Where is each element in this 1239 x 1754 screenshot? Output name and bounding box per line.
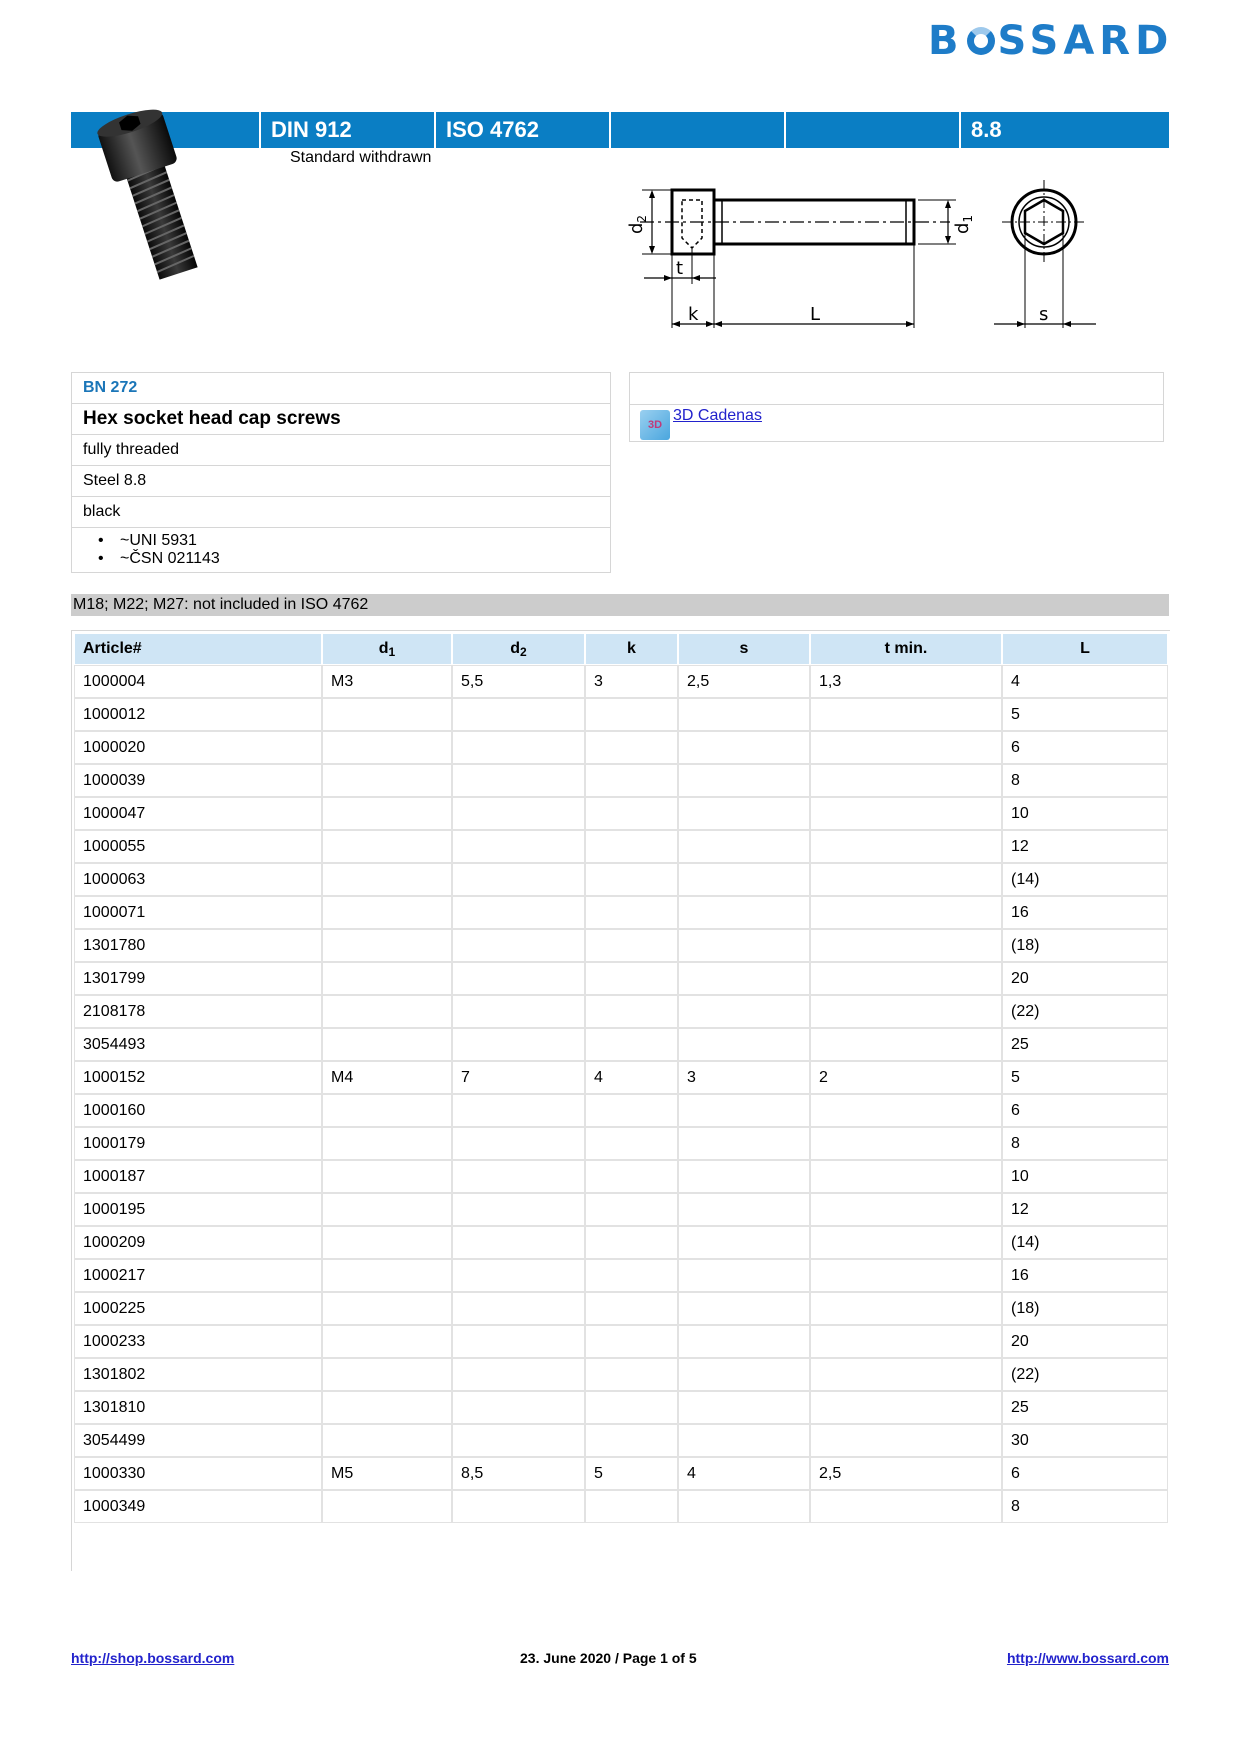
table-cell [323, 1260, 451, 1291]
table-cell [323, 831, 451, 862]
table-cell [586, 732, 677, 763]
table-cell [453, 1491, 584, 1522]
column-header [323, 634, 451, 664]
table-cell: 1000225 [75, 1293, 321, 1324]
table-cell [811, 1425, 1001, 1456]
table-cell: 1000020 [75, 732, 321, 763]
table-row [75, 1161, 1167, 1192]
table-cell [679, 831, 809, 862]
table-cell: (14) [1003, 864, 1167, 895]
table-cell [679, 1359, 809, 1390]
table-cell [453, 1161, 584, 1192]
table-cell: 1000012 [75, 699, 321, 730]
table-row [75, 1326, 1167, 1357]
table-cell: 1,3 [811, 666, 1001, 697]
table-cell [679, 1260, 809, 1291]
table-cell: 1000195 [75, 1194, 321, 1225]
product-threading: fully threaded [72, 435, 610, 466]
label-d2-sub: 2 [635, 214, 649, 223]
table-cell: 5,5 [453, 666, 584, 697]
table-cell [679, 765, 809, 796]
table-cell: 1000160 [75, 1095, 321, 1126]
table-cell: 1000330 [75, 1458, 321, 1489]
footer-page-info: 23. June 2020 / Page 1 of 5 [520, 1650, 697, 1666]
column-header-label: s [739, 640, 749, 657]
column-header-subscript: 1 [388, 644, 396, 659]
column-header-label: d [378, 639, 389, 657]
table-cell [586, 897, 677, 928]
table-cell: M5 [323, 1458, 451, 1489]
label-t: t [676, 258, 684, 279]
label-d1: d [952, 222, 973, 234]
table-cell [323, 864, 451, 895]
table-cell: 20 [1003, 963, 1167, 994]
table-cell [453, 1392, 584, 1423]
table-cell: 4 [586, 1062, 677, 1093]
header-cell-iso: ISO 4762 [434, 112, 609, 148]
table-cell [811, 1194, 1001, 1225]
table-cell [586, 765, 677, 796]
table-cell [811, 1392, 1001, 1423]
table-cell [679, 1326, 809, 1357]
table-row [75, 798, 1167, 829]
table-cell [323, 1227, 451, 1258]
label-L: L [810, 304, 821, 325]
table-cell [453, 732, 584, 763]
table-cell: 5 [1003, 1062, 1167, 1093]
table-cell [679, 897, 809, 928]
norm-item: • ~UNI 5931 [120, 532, 599, 550]
table-cell: 1000071 [75, 897, 321, 928]
column-header [453, 634, 584, 664]
table-cell [586, 996, 677, 1027]
label-d1-sub: 1 [961, 214, 975, 223]
table-cell [679, 996, 809, 1027]
table-cell [323, 1095, 451, 1126]
table-cell: 8 [1003, 765, 1167, 796]
table-cell: 4 [679, 1458, 809, 1489]
table-cell: 6 [1003, 1095, 1167, 1126]
table-cell: 1000047 [75, 798, 321, 829]
table-cell [323, 1326, 451, 1357]
table-cell: 5 [586, 1458, 677, 1489]
table-cell [453, 996, 584, 1027]
table-cell [811, 831, 1001, 862]
table-cell: M4 [323, 1062, 451, 1093]
bossard-logo [928, 18, 1173, 64]
table-cell: 10 [1003, 1161, 1167, 1192]
svg-text:d1 [952, 215, 975, 234]
table-cell [811, 897, 1001, 928]
table-cell [453, 1326, 584, 1357]
table-cell [323, 1029, 451, 1060]
column-header-label: d [510, 639, 521, 657]
table-cell [323, 1128, 451, 1159]
table-cell: 6 [1003, 732, 1167, 763]
table-cell [679, 864, 809, 895]
table-cell [586, 1425, 677, 1456]
column-header-subscript: 2 [520, 644, 527, 659]
table-cell [811, 732, 1001, 763]
table-cell [323, 1359, 451, 1390]
table-cell: 1000055 [75, 831, 321, 862]
table-row [75, 1128, 1167, 1159]
column-header [1003, 634, 1167, 664]
product-norms [72, 528, 610, 572]
table-cell [679, 1095, 809, 1126]
table-cell: 6 [1003, 1458, 1167, 1489]
table-row [75, 732, 1167, 763]
table-cell [323, 1194, 451, 1225]
table-cell: 3 [586, 666, 677, 697]
footer-right [1007, 1650, 1169, 1666]
table-row [75, 930, 1167, 961]
table-row [75, 1227, 1167, 1258]
table-cell [679, 1029, 809, 1060]
table-cell: 1000039 [75, 765, 321, 796]
table-cell [586, 1491, 677, 1522]
label-s: s [1039, 304, 1049, 325]
table-row [75, 1491, 1167, 1522]
product-material: Steel 8.8 [72, 466, 610, 497]
table-cell [586, 1029, 677, 1060]
header-cell-grade: 8.8 [959, 112, 1169, 148]
screw-photo [92, 108, 222, 288]
table-cell: (22) [1003, 1359, 1167, 1390]
table-cell: 1000233 [75, 1326, 321, 1357]
table-cell [679, 1128, 809, 1159]
table-row [75, 864, 1167, 895]
logo-text-end: SSARD [997, 18, 1174, 64]
table-cell [453, 1260, 584, 1291]
table-cell [586, 1359, 677, 1390]
product-title: Hex socket head cap screws [72, 404, 610, 435]
table-cell: 8 [1003, 1128, 1167, 1159]
shop-link[interactable]: http://shop.bossard.com [71, 1650, 235, 1666]
table-cell [679, 1194, 809, 1225]
table-cell [453, 798, 584, 829]
table-row [75, 1095, 1167, 1126]
table-cell [586, 1227, 677, 1258]
label-d2: d [626, 222, 647, 234]
svg-text:d2 [626, 215, 649, 234]
table-cell: 8 [1003, 1491, 1167, 1522]
table-cell [323, 699, 451, 730]
table-cell [453, 930, 584, 961]
table-cell [679, 1227, 809, 1258]
table-cell: 2,5 [811, 1458, 1001, 1489]
table-row [75, 996, 1167, 1027]
website-link[interactable]: http://www.bossard.com [1006, 1650, 1169, 1666]
table-cell [586, 699, 677, 730]
table-cell: 1000209 [75, 1227, 321, 1258]
table-cell: M3 [323, 666, 451, 697]
table-cell [453, 1359, 584, 1390]
product-code: BN 272 [72, 373, 610, 404]
column-header [75, 634, 321, 664]
table-cell: 3054493 [75, 1029, 321, 1060]
table-cell [453, 1425, 584, 1456]
table-body [75, 666, 1167, 1522]
header-cell-empty-1 [609, 112, 784, 148]
table-cell: 25 [1003, 1392, 1167, 1423]
table-cell: 1000349 [75, 1491, 321, 1522]
column-header [586, 634, 677, 664]
table-cell: 25 [1003, 1029, 1167, 1060]
table-cell: 20 [1003, 1326, 1167, 1357]
label-k: k [688, 304, 699, 325]
product-finish: black [72, 497, 610, 528]
table-cell [586, 1128, 677, 1159]
column-header [679, 634, 809, 664]
note-bar: M18; M22; M27: not included in ISO 4762 [71, 594, 1169, 616]
table-row [75, 831, 1167, 862]
table-cell: 1301799 [75, 963, 321, 994]
downloads-header [630, 373, 1163, 405]
table-cell [679, 1491, 809, 1522]
table-row [75, 1425, 1167, 1456]
table-cell: 8,5 [453, 1458, 584, 1489]
table-cell: (22) [1003, 996, 1167, 1027]
table-cell [453, 1293, 584, 1324]
table-row [75, 1458, 1167, 1489]
table-cell [323, 1293, 451, 1324]
norm-item: • ~ČSN 021143 [120, 550, 599, 568]
table-cell [811, 1260, 1001, 1291]
table-cell [811, 1128, 1001, 1159]
table-cell [679, 1425, 809, 1456]
table-cell [679, 1293, 809, 1324]
table-cell [811, 765, 1001, 796]
table-cell [453, 897, 584, 928]
table-cell [811, 1095, 1001, 1126]
table-cell [811, 930, 1001, 961]
table-cell [586, 1095, 677, 1126]
table-cell [679, 1392, 809, 1423]
table-cell: 2108178 [75, 996, 321, 1027]
table-cell [811, 1491, 1001, 1522]
table-cell: 1000063 [75, 864, 321, 895]
table-cell [679, 732, 809, 763]
table-row [75, 897, 1167, 928]
table-cell: 12 [1003, 831, 1167, 862]
table-cell [586, 864, 677, 895]
table-cell [453, 831, 584, 862]
table-cell [453, 1194, 584, 1225]
table-row [75, 1194, 1167, 1225]
table-cell [679, 1161, 809, 1192]
table-cell [586, 930, 677, 961]
footer-left [71, 1650, 234, 1666]
table-cell [811, 1326, 1001, 1357]
table-row [75, 666, 1167, 697]
table-cell [586, 1194, 677, 1225]
header-cell-empty-2 [784, 112, 959, 148]
table-row [75, 1260, 1167, 1291]
table-cell: 1301810 [75, 1392, 321, 1423]
table-cell [323, 1425, 451, 1456]
logo-text-start: B [928, 18, 964, 64]
table-cell: 1000179 [75, 1128, 321, 1159]
table-cell [453, 1029, 584, 1060]
table-cell [586, 1326, 677, 1357]
table-cell: 7 [453, 1062, 584, 1093]
table-cell: 1000004 [75, 666, 321, 697]
table-cell [323, 1392, 451, 1423]
table-cell [323, 1491, 451, 1522]
table-cell [453, 1227, 584, 1258]
table-cell [323, 798, 451, 829]
table-cell [323, 1161, 451, 1192]
table-cell: 12 [1003, 1194, 1167, 1225]
table-cell [811, 798, 1001, 829]
table-cell [323, 963, 451, 994]
table-row [75, 1359, 1167, 1390]
table-cell [586, 1392, 677, 1423]
table-cell: 4 [1003, 666, 1167, 697]
table-cell: 10 [1003, 798, 1167, 829]
table-cell [586, 963, 677, 994]
product-info-box [71, 372, 611, 573]
table-cell [453, 765, 584, 796]
cadenas-3d-link[interactable]: 3D Cadenas [673, 407, 762, 424]
table-header-row [75, 634, 1167, 664]
downloads-box [629, 372, 1164, 442]
table-cell [453, 699, 584, 730]
table-cell [679, 930, 809, 961]
logo-o-icon [967, 27, 995, 55]
table-cell [323, 996, 451, 1027]
standard-header-bar [71, 112, 1169, 148]
article-table-wrap [71, 630, 1170, 1571]
table-cell [811, 1359, 1001, 1390]
table-cell [586, 798, 677, 829]
table-cell: 1301802 [75, 1359, 321, 1390]
table-cell: (14) [1003, 1227, 1167, 1258]
standard-status: Standard withdrawn [290, 149, 432, 166]
table-cell: 16 [1003, 897, 1167, 928]
table-cell: 3 [679, 1062, 809, 1093]
table-cell: 1000152 [75, 1062, 321, 1093]
table-cell [811, 699, 1001, 730]
table-cell [811, 996, 1001, 1027]
table-cell [811, 1029, 1001, 1060]
column-header [811, 634, 1001, 664]
table-cell [453, 864, 584, 895]
table-row [75, 699, 1167, 730]
table-cell: 1301780 [75, 930, 321, 961]
table-cell: 1000217 [75, 1260, 321, 1291]
table-cell [453, 1128, 584, 1159]
table-row [75, 1293, 1167, 1324]
table-cell [453, 1095, 584, 1126]
table-cell [323, 930, 451, 961]
table-cell [679, 798, 809, 829]
table-cell [586, 1161, 677, 1192]
table-row [75, 1062, 1167, 1093]
table-cell: 2 [811, 1062, 1001, 1093]
table-cell [679, 699, 809, 730]
table-cell [323, 732, 451, 763]
table-cell: (18) [1003, 1293, 1167, 1324]
table-cell [811, 864, 1001, 895]
table-cell: 30 [1003, 1425, 1167, 1456]
table-cell [679, 963, 809, 994]
table-cell [586, 831, 677, 862]
table-row [75, 765, 1167, 796]
table-cell [586, 1293, 677, 1324]
table-cell [323, 897, 451, 928]
table-cell [811, 1227, 1001, 1258]
header-cell-din: DIN 912 [259, 112, 434, 148]
table-cell: (18) [1003, 930, 1167, 961]
table-cell [811, 1161, 1001, 1192]
table-cell: 5 [1003, 699, 1167, 730]
table-cell: 3054499 [75, 1425, 321, 1456]
cadenas-3d-icon[interactable]: 3D [640, 410, 670, 440]
table-cell [323, 765, 451, 796]
table-cell: 2,5 [679, 666, 809, 697]
table-row [75, 1392, 1167, 1423]
table-cell: 16 [1003, 1260, 1167, 1291]
table-cell [811, 1293, 1001, 1324]
table-cell [453, 963, 584, 994]
table-cell [586, 1260, 677, 1291]
table-cell [811, 963, 1001, 994]
column-header-label: L [1080, 640, 1090, 657]
article-table [73, 632, 1169, 1524]
table-row [75, 963, 1167, 994]
column-header-label: t min. [884, 640, 928, 657]
column-header-label: Article# [83, 640, 142, 657]
table-row [75, 1029, 1167, 1060]
column-header-label: k [627, 640, 636, 657]
technical-drawing [626, 178, 1140, 348]
table-cell: 1000187 [75, 1161, 321, 1192]
